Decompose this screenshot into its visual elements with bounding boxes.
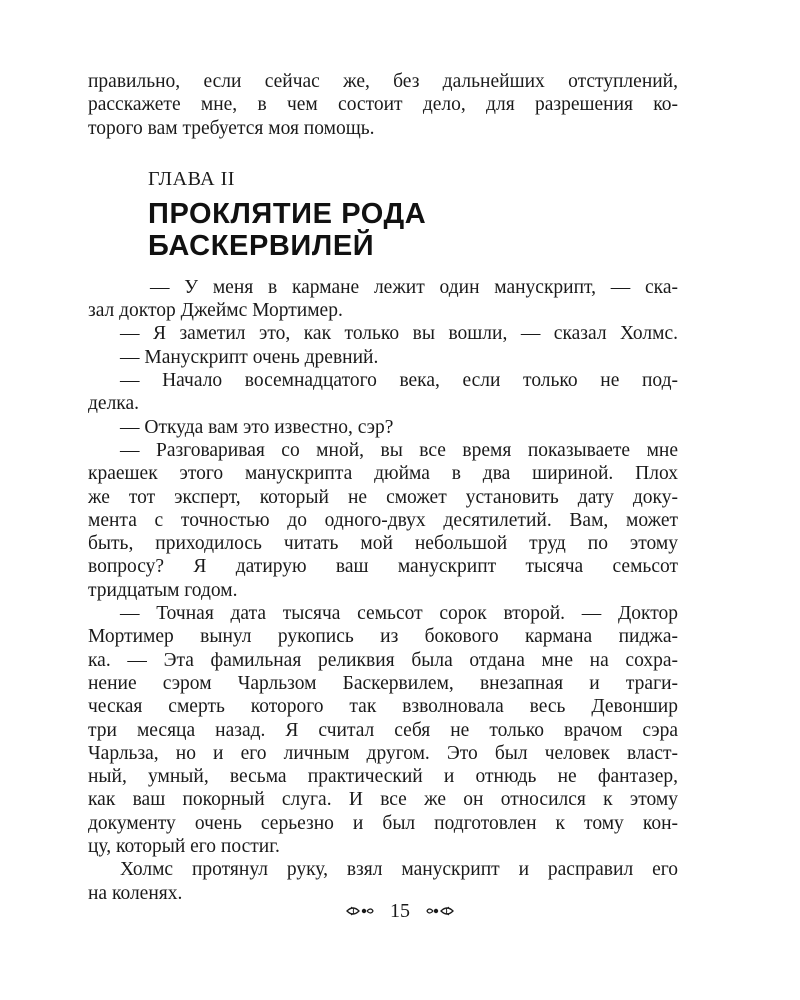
text-line: правильно, если сейчас же, без дальнейших отступлений, bbox=[88, 71, 678, 92]
page-footer bbox=[0, 898, 800, 923]
text-line: документу очень серьезно и был подготовлен к тому кон- bbox=[88, 812, 678, 834]
text-line: нение сэром Чарльзом Баскервилем, внезапная и траги- bbox=[88, 672, 678, 694]
chapter-title-line: ПРОКЛЯТИЕ РОДА bbox=[148, 197, 427, 230]
text-line: делка. bbox=[88, 393, 140, 415]
text-line: три месяца назад. Я считал себя не только врачом сэра bbox=[88, 719, 678, 741]
text-line: — Откуда вам это известно, сэр? bbox=[120, 416, 394, 438]
page-number: 15 bbox=[390, 900, 410, 923]
text-line: — У меня в кармане лежит один манускрипт, — ска- bbox=[150, 276, 678, 298]
text-line: ка. — Эта фамильная реликвия была отдана мне на сохра- bbox=[88, 649, 678, 671]
text-line: вопросу? Я датирую ваш манускрипт тысяча семьсот bbox=[88, 556, 678, 578]
text-line: — Точная дата тысяча семьсот сорок второй. — Доктор bbox=[120, 603, 678, 625]
text-line: торого вам требуется моя помощь. bbox=[88, 117, 375, 139]
text-line: тридцатым годом. bbox=[88, 579, 238, 601]
left-ornament-icon bbox=[345, 904, 375, 918]
chapter-label: ГЛАВА II bbox=[148, 167, 235, 190]
text-line: ный, умный, весьма практический и отнюдь не фантазер, bbox=[88, 766, 678, 788]
chapter-title-line: БАСКЕРВИЛЕЙ bbox=[148, 229, 375, 262]
text-line: цу, который его постиг. bbox=[88, 836, 280, 858]
text-line: же тот эксперт, который не сможет установить дату доку- bbox=[88, 486, 678, 508]
text-line: Холмс протянул руку, взял манускрипт и расправил его bbox=[120, 859, 678, 881]
text-line: — Начало восемнадцатого века, если только не под- bbox=[120, 370, 678, 392]
text-line: как ваш покорный слуга. И все же он относился к этому bbox=[88, 789, 678, 811]
text-line: краешек этого манускрипта дюйма в два шириной. Плох bbox=[88, 463, 678, 485]
text-line: расскажете мне, в чем состоит дело, для разрешения ко- bbox=[88, 94, 678, 116]
text-line: на коленях. bbox=[88, 882, 183, 904]
text-line: — Я заметил это, как только вы вошли, — сказал Холмс. bbox=[120, 323, 678, 345]
text-line: мента с точностью до одного-двух десятилетий. Вам, может bbox=[88, 509, 678, 531]
intro-paragraph bbox=[88, 70, 678, 140]
text-line: — Разговаривая со мной, вы все время показываете мне bbox=[120, 439, 678, 461]
text-line: Мортимер вынул рукопись из бокового кармана пиджа- bbox=[88, 626, 678, 648]
text-line: Чарльза, но и его личным другом. Это был человек власт- bbox=[88, 742, 678, 764]
chapter-title bbox=[148, 198, 678, 262]
text-line: ческая смерть которого так взволновала весь Девоншир bbox=[88, 696, 678, 718]
right-ornament-icon bbox=[425, 904, 455, 918]
book-page bbox=[88, 70, 678, 905]
text-line: зал доктор Джеймс Мортимер. bbox=[88, 300, 343, 322]
text-line: быть, приходилось читать мой небольшой труд по этому bbox=[88, 533, 678, 555]
chapter-body bbox=[88, 276, 678, 905]
text-line: — Манускрипт очень древний. bbox=[120, 346, 379, 368]
